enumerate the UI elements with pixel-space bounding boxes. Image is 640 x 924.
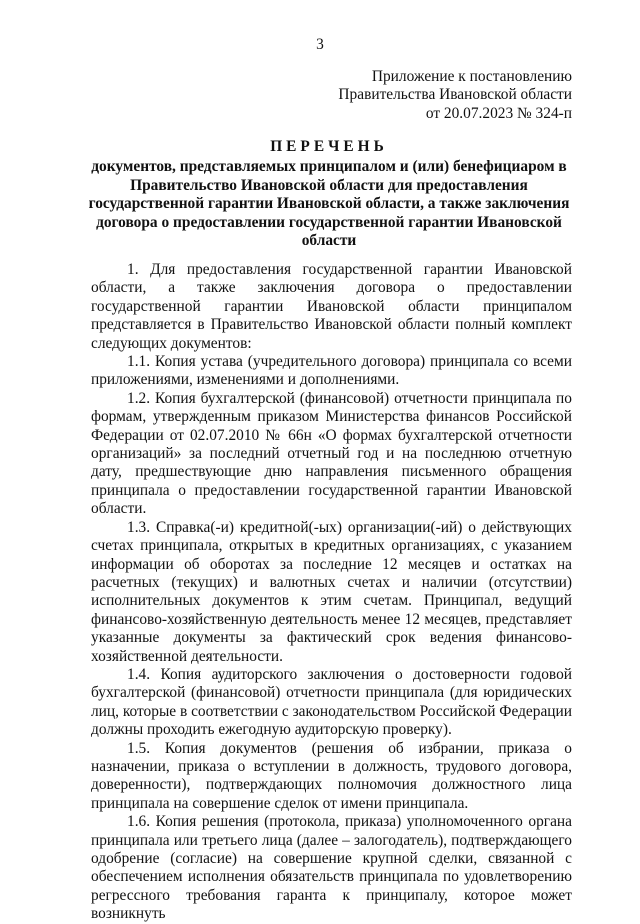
document-title bbox=[86, 138, 572, 250]
paragraph-1: 1. Для предоставления государственной гарантии Ивановской области, а также заключения договора о предоставлении государственной гарантии Ивановской области принципалом представляется в Правительство Ивановской области полный комплект следующих документов: bbox=[91, 261, 572, 352]
page-number: 3 bbox=[316, 36, 324, 53]
appendix-reference bbox=[312, 68, 572, 123]
document-body bbox=[91, 261, 572, 924]
paragraph-1-1: 1.1. Копия устава (учредительного договора) принципала со всеми приложениями, изменениями и дополнениями. bbox=[91, 353, 572, 389]
paragraph-1-3: 1.3. Справка(-и) кредитной(-ых) организации(-ий) о действующих счетах принципала, открытых в кредитных организациях, с указанием информации об оборотах за последние 12 месяцев и остатках на расчетных (текущих) и валютных счетах и наличии (отсутствии) исполнительных документов к этим счетам. Принципал, ведущий финансово-хозяйственную деятельность менее 12 месяцев, представляет указанные документы за фактический срок ведения финансово-хозяйственной деятельности. bbox=[91, 518, 572, 665]
appendix-line-2: Правительства Ивановской области bbox=[338, 86, 572, 104]
appendix-line-3: от 20.07.2023 № 324-п bbox=[425, 104, 572, 122]
appendix-line-1: Приложение к постановлению bbox=[371, 68, 572, 85]
paragraph-1-4: 1.4. Копия аудиторского заключения о достоверности годовой бухгалтерской (финансовой) отчетности принципала (для юридических лиц, которые в соответствии с законодательством Российской Федерации должны проходить ежегодную аудиторскую проверку). bbox=[91, 665, 572, 739]
paragraph-1-6: 1.6. Копия решения (протокола, приказа) уполномоченного органа принципала или третьего лица (далее – залогодатель), подтверждающего одобрение (согласие) на совершение крупной сделки, связанной с обеспечением исполнения обязательств принципала по удовлетворению регрессного требования гаранта к принципалу, которое может возникнуть bbox=[91, 813, 572, 923]
title-main: ПЕРЕЧЕНЬ bbox=[270, 138, 388, 155]
paragraph-1-2: 1.2. Копия бухгалтерской (финансовой) отчетности принципала по формам, утвержденным приказом Министерства финансов Российской Федерации от 02.07.2010 № 66н «О формах бухгалтерской отчетности организаций» за последний отчетный год и на последнюю отчетную дату, предшествующие дню направления письменного обращения принципала о предоставлении государственной гарантии Ивановской области. bbox=[91, 389, 572, 518]
paragraph-1-5: 1.5. Копия документов (решения об избрании, приказа о назначении, приказа о вступлении в должность, трудового договора, доверенности), подтверждающих полномочия должностного лица принципала на совершение сделок от имени принципала. bbox=[91, 739, 572, 812]
title-subtitle: документов, представляемых принципалом и (или) бенефициаром в Правительство Ивановской области для предоставления государственной гарантии Ивановской области, а также заключения договора о предоставлении государственной гарантии Ивановской области bbox=[88, 158, 570, 250]
